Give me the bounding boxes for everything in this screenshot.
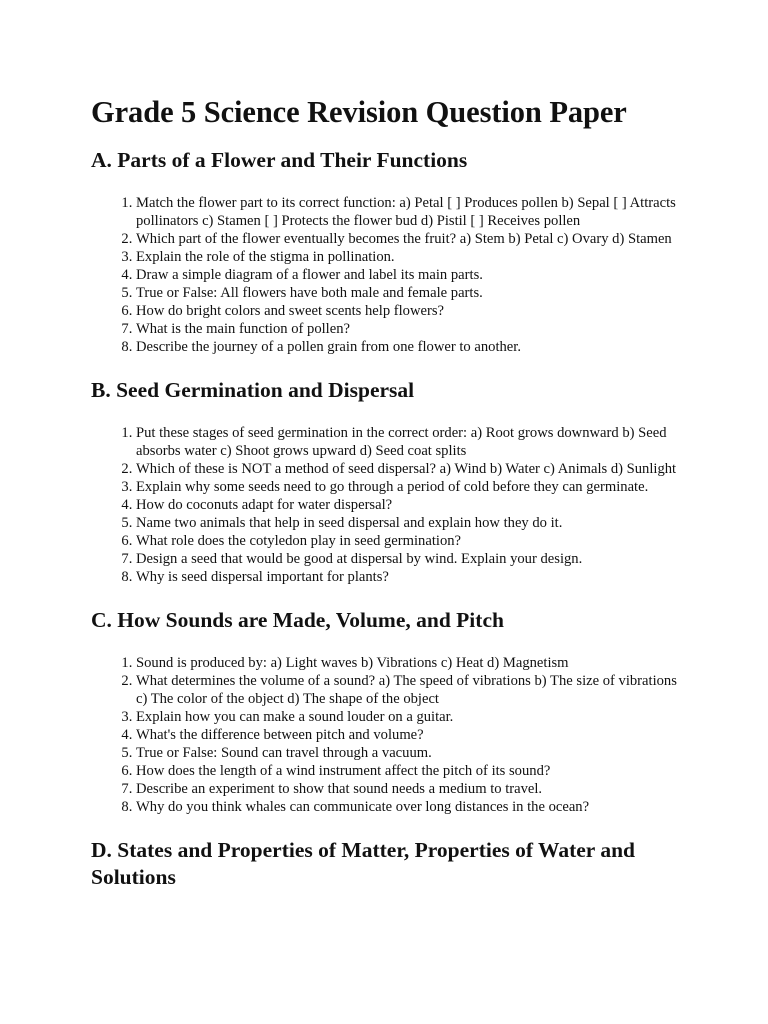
question-item: 5. True or False: All flowers have both male and female parts.	[136, 284, 681, 302]
section-heading: A. Parts of a Flower and Their Functions	[91, 148, 468, 172]
question-item: 5. True or False: Sound can travel through a vacuum.	[136, 744, 681, 762]
section-seed-germination	[91, 377, 681, 586]
question-item: 6. What role does the cotyledon play in seed germination?	[136, 532, 681, 550]
question-item: 7. Describe an experiment to show that sound needs a medium to travel.	[136, 780, 681, 798]
section-sound	[91, 607, 681, 816]
question-item: 2. Which part of the flower eventually becomes the fruit? a) Stem b) Petal c) Ovary d) Stamen	[136, 230, 681, 248]
question-item: 1. Sound is produced by: a) Light waves b) Vibrations c) Heat d) Magnetism	[136, 654, 681, 672]
document-page	[91, 94, 681, 912]
page-title: Grade 5 Science Revision Question Paper	[91, 95, 627, 129]
section-flower-parts	[91, 147, 681, 356]
question-item: 4. How do coconuts adapt for water dispersal?	[136, 496, 681, 514]
question-item: 2. What determines the volume of a sound? a) The speed of vibrations b) The size of vibrations c) The color of the object d) The shape of the object	[136, 672, 681, 708]
section-heading: D. States and Properties of Matter, Properties of Water and Solutions	[91, 838, 635, 889]
question-item: 6. How does the length of a wind instrument affect the pitch of its sound?	[136, 762, 681, 780]
question-list	[91, 194, 681, 356]
question-item: 4. What's the difference between pitch and volume?	[136, 726, 681, 744]
question-item: 7. Design a seed that would be good at dispersal by wind. Explain your design.	[136, 550, 681, 568]
question-item: 3. Explain why some seeds need to go through a period of cold before they can germinate.	[136, 478, 681, 496]
question-item: 8. Describe the journey of a pollen grain from one flower to another.	[136, 338, 681, 356]
question-item: 3. Explain how you can make a sound louder on a guitar.	[136, 708, 681, 726]
question-list	[91, 424, 681, 586]
section-heading: C. How Sounds are Made, Volume, and Pitch	[91, 608, 504, 632]
question-item: 8. Why do you think whales can communicate over long distances in the ocean?	[136, 798, 681, 816]
question-item: 8. Why is seed dispersal important for plants?	[136, 568, 681, 586]
question-item: 4. Draw a simple diagram of a flower and label its main parts.	[136, 266, 681, 284]
question-item: 1. Match the flower part to its correct function: a) Petal [ ] Produces pollen b) Sepal [ ] Attracts pollinators c) Stamen [ ] Protects the flower bud d) Pistil [ ] Receives pollen	[136, 194, 681, 230]
section-heading: B. Seed Germination and Dispersal	[91, 378, 415, 402]
question-item: 7. What is the main function of pollen?	[136, 320, 681, 338]
question-item: 1. Put these stages of seed germination in the correct order: a) Root grows downward b) Seed absorbs water c) Shoot grows upward d) Seed coat splits	[136, 424, 681, 460]
question-item: 2. Which of these is NOT a method of seed dispersal? a) Wind b) Water c) Animals d) Sunlight	[136, 460, 681, 478]
question-item: 3. Explain the role of the stigma in pollination.	[136, 248, 681, 266]
question-item: 5. Name two animals that help in seed dispersal and explain how they do it.	[136, 514, 681, 532]
question-item: 6. How do bright colors and sweet scents help flowers?	[136, 302, 681, 320]
section-matter	[91, 837, 681, 891]
question-list	[91, 654, 681, 816]
